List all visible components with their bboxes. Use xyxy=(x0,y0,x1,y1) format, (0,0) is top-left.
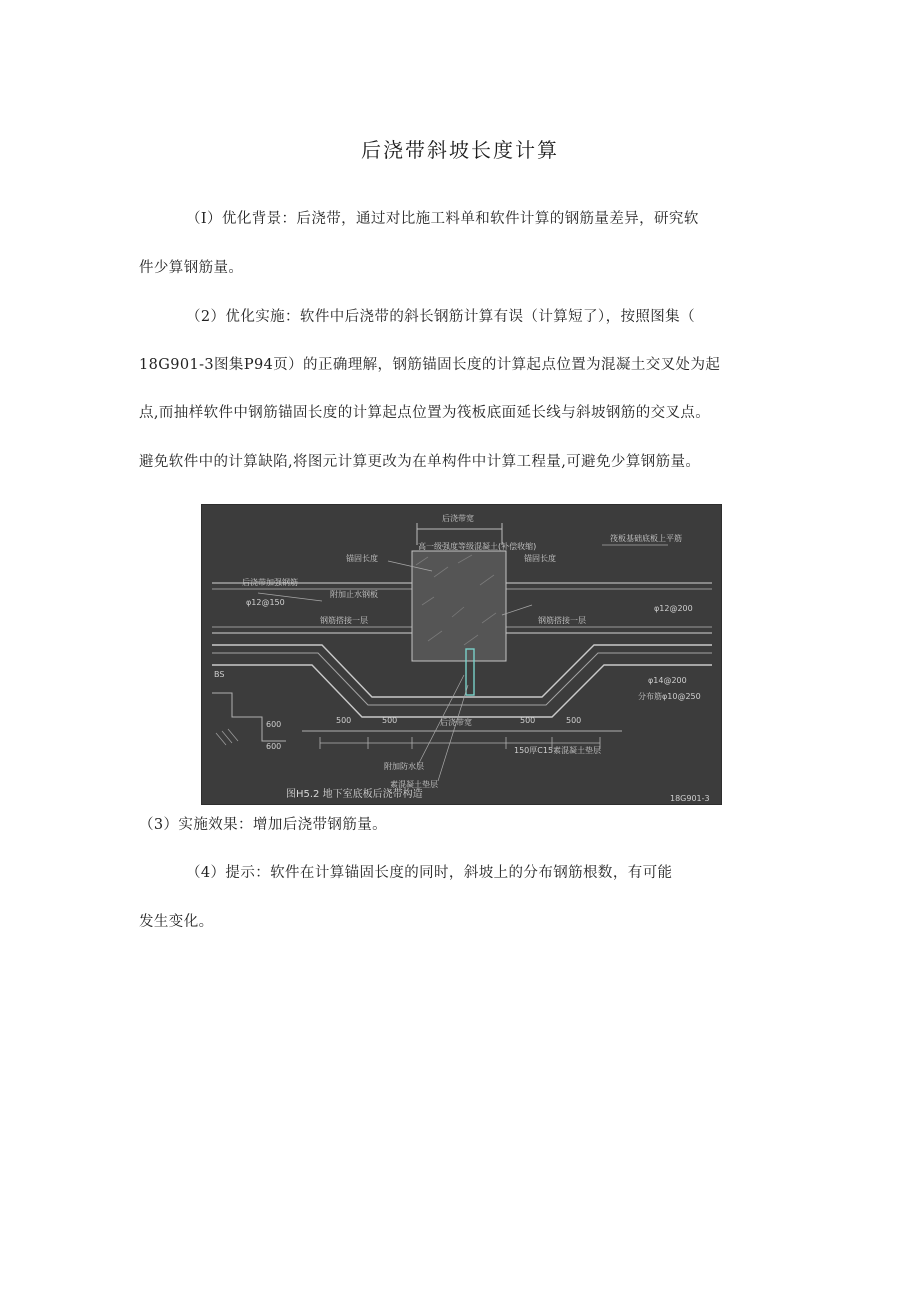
label-dim-500-1: 500 xyxy=(336,716,352,725)
label-rebar-joint-right: 钢筋搭接一层 xyxy=(538,616,586,625)
label-additional-bar: 附加止水钢板 xyxy=(330,590,378,599)
label-right-spec-3: 分布筋φ10@250 xyxy=(638,692,701,701)
label-rebar-joint-left: 钢筋搭接一层 xyxy=(320,616,368,625)
label-left-dim-1: 600 xyxy=(266,720,282,729)
label-dim-500-3: 500 xyxy=(520,716,536,725)
label-left-dim-2: 600 xyxy=(266,742,282,751)
paragraph-2-line-2: 18G901-3图集P94页）的正确理解，钢筋锚固长度的计算起点位置为混凝土交叉处为起 xyxy=(139,357,721,373)
label-corner-note: 18G901-3 xyxy=(670,794,710,803)
page-title: 后浇带斜坡长度计算 xyxy=(361,138,559,162)
paragraph-2-line-1: （2）优化实施：软件中后浇带的斜长钢筋计算有误（计算短了），按照图集（ xyxy=(186,309,695,325)
label-dim-500-2: 500 xyxy=(382,716,398,725)
paragraph-2-line-3: 点,而抽样软件中钢筋锚固长度的计算起点位置为筏板底面延长线与斜坡钢筋的交叉点。 xyxy=(139,405,711,421)
paragraph-1-line-1: （I）优化背景：后浇带，通过对比施工料单和软件计算的钢筋量差异，研究软 xyxy=(186,211,699,227)
label-left-rebar-spec: φ12@150 xyxy=(246,598,285,607)
label-anchor-len-right: 锚固长度 xyxy=(524,554,556,563)
construction-detail-figure xyxy=(201,504,722,805)
paragraph-4-line-1: （4）提示：软件在计算锚固长度的同时，斜坡上的分布钢筋根数，有可能 xyxy=(186,865,673,881)
label-top-width: 后浇带宽 xyxy=(442,514,474,523)
paragraph-1-line-2: 件少算钢筋量。 xyxy=(139,260,244,276)
label-left-rebar-title: 后浇带加强钢筋 xyxy=(242,578,298,587)
cad-drawing xyxy=(202,505,721,804)
label-right-spec-1: φ12@200 xyxy=(654,604,693,613)
label-base-layer: 素混凝土垫层 xyxy=(390,780,438,789)
paragraph-3: （3）实施效果：增加后浇带钢筋量。 xyxy=(139,817,388,833)
label-waterstop: 附加防水层 xyxy=(384,762,424,771)
label-fill-concrete: 高一级强度等级混凝土(补偿收缩) xyxy=(418,542,537,551)
label-dim-500-4: 500 xyxy=(566,716,582,725)
label-right-top: 筏板基础底板上平筋 xyxy=(610,534,682,543)
label-bottom-right: 150厚C15素混凝土垫层 xyxy=(514,746,602,755)
label-left-mark: BS xyxy=(214,670,225,679)
label-right-spec-2: φ14@200 xyxy=(648,676,687,685)
figure-caption: 图H5.2 地下室底板后浇带构造 xyxy=(286,789,423,800)
label-bottom-center: 后浇带宽 xyxy=(440,718,472,727)
paragraph-4-line-2: 发生变化。 xyxy=(139,914,214,930)
label-anchor-len-left: 锚固长度 xyxy=(346,554,378,563)
paragraph-2-line-4: 避免软件中的计算缺陷,将图元计算更改为在单构件中计算工程量,可避免少算钢筋量。 xyxy=(139,454,701,470)
